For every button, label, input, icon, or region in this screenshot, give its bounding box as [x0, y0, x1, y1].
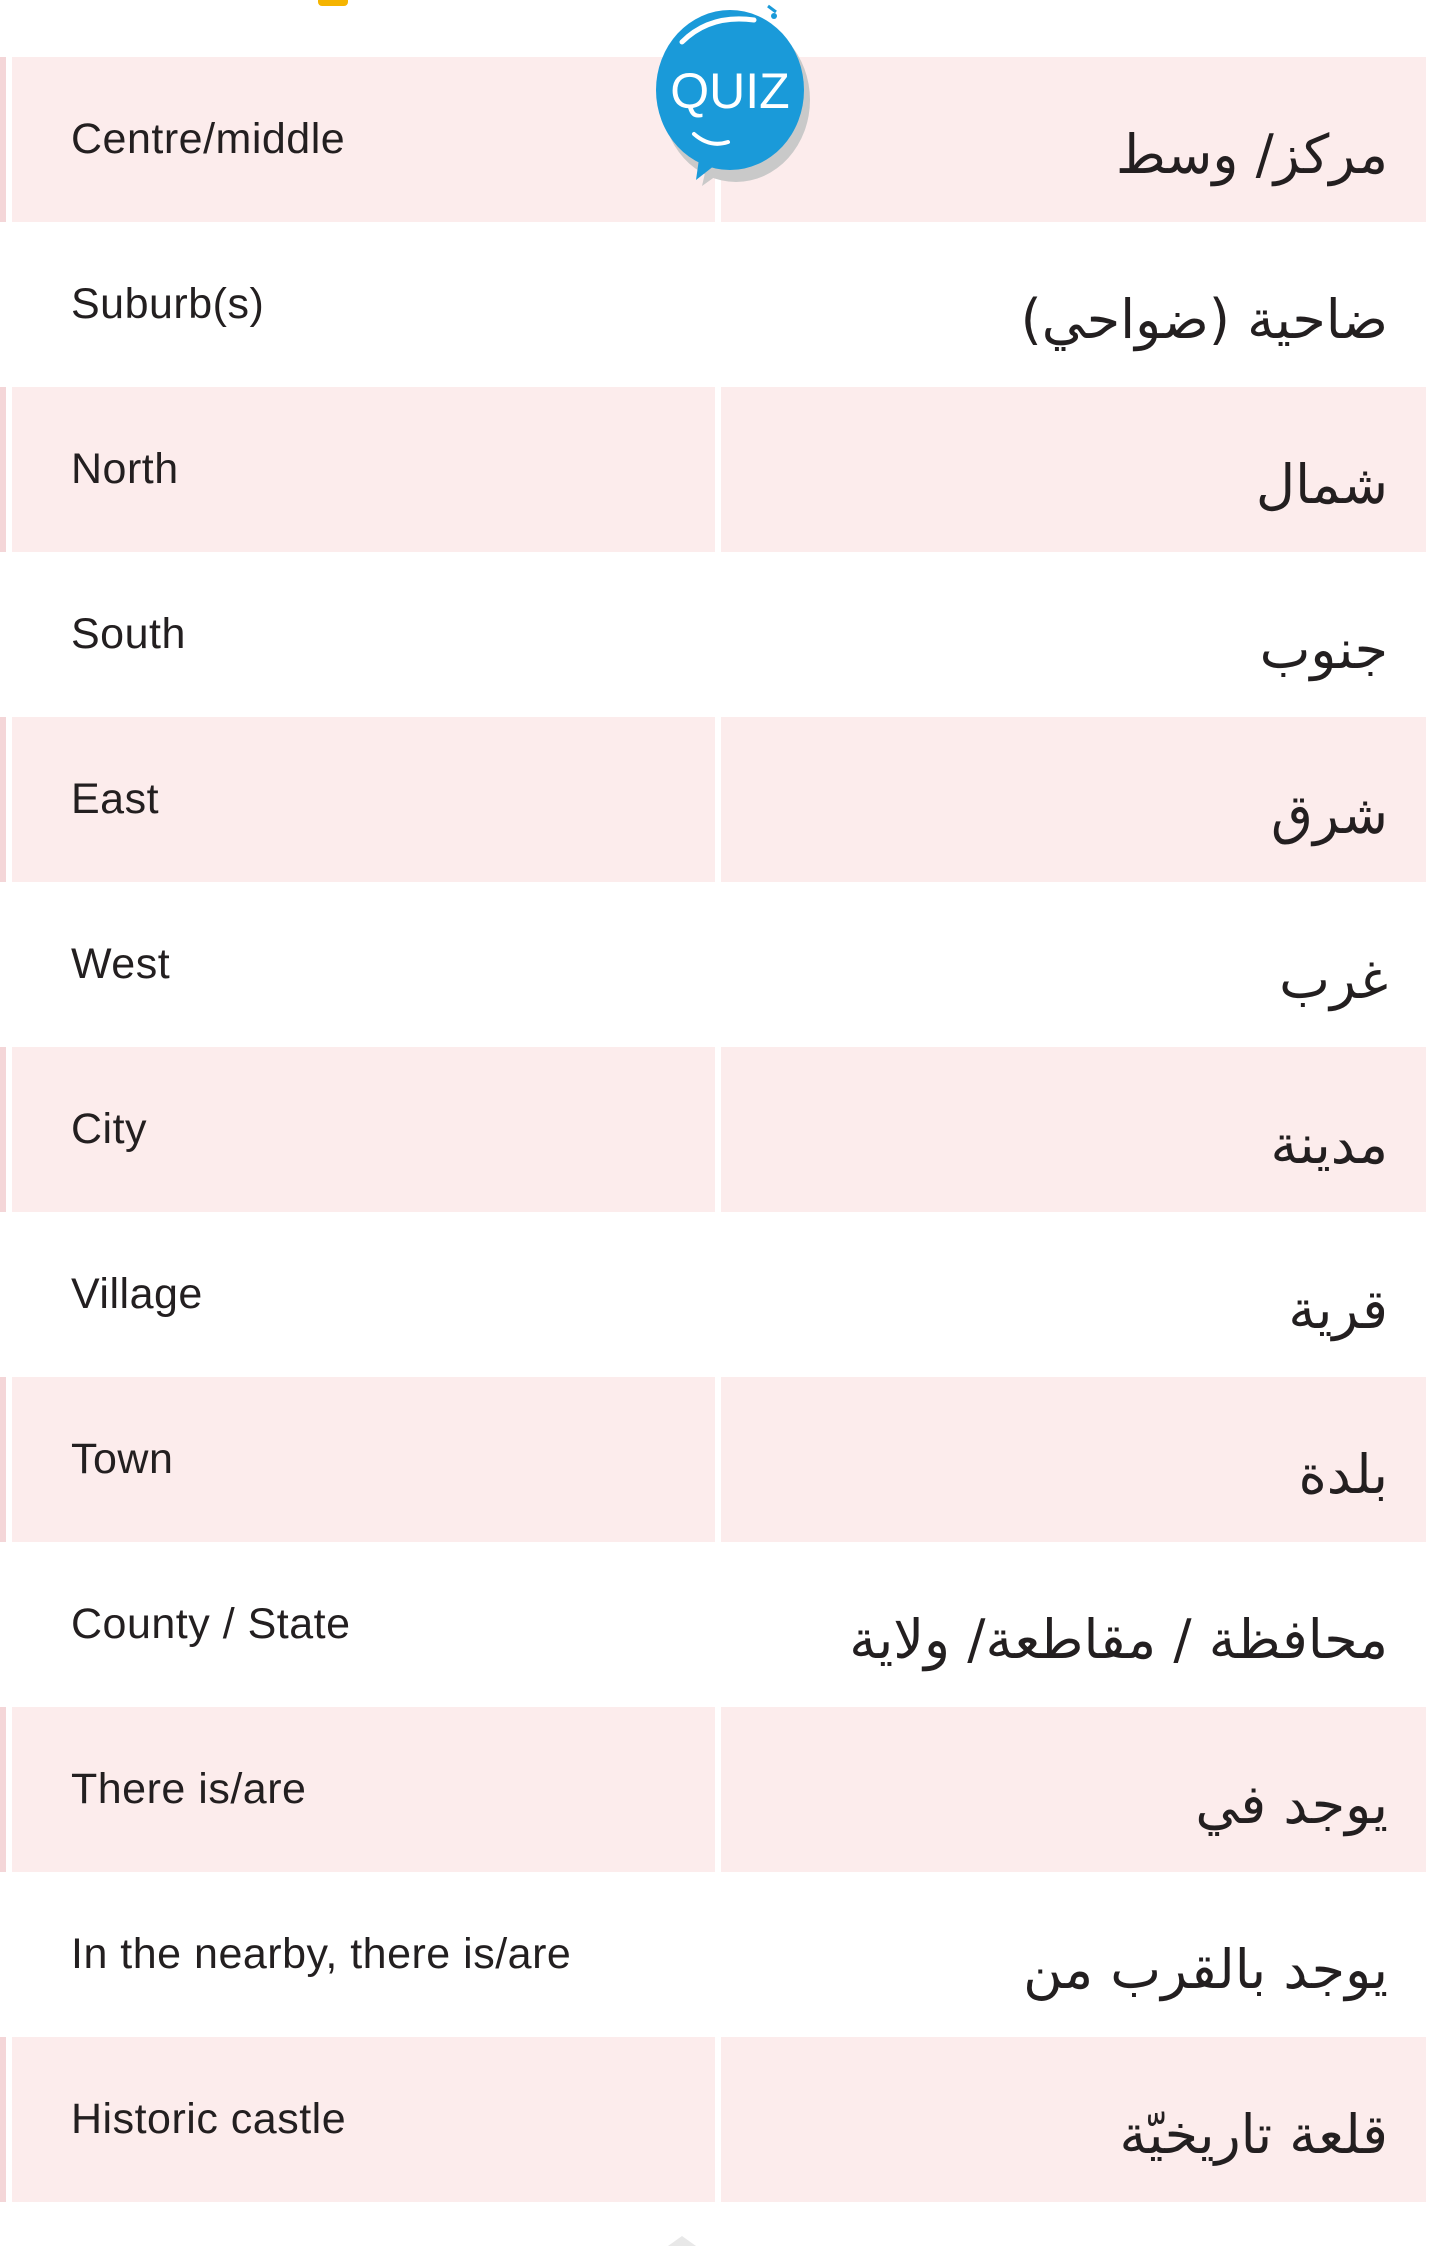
table-row — [0, 387, 1439, 552]
quiz-badge-sparkle — [771, 13, 777, 19]
english-term: Town — [12, 1377, 715, 1542]
bottom-notch — [668, 2236, 696, 2246]
english-term: East — [12, 717, 715, 882]
arabic-term: قرية — [1288, 1278, 1388, 1341]
table-row — [0, 1377, 1439, 1542]
top-accent-mark — [318, 0, 348, 6]
arabic-term: محافظة / مقاطعة/ ولاية — [849, 1608, 1388, 1671]
arabic-term: جنوب — [1259, 618, 1388, 681]
arabic-term: مركز/ وسط — [721, 57, 1426, 222]
english-term: South — [71, 610, 186, 658]
arabic-term: يوجد في — [721, 1707, 1426, 1872]
quiz-badge-sparkle-line — [768, 6, 776, 12]
english-term: Village — [71, 1270, 203, 1318]
english-term: City — [12, 1047, 715, 1212]
arabic-term: مدينة — [721, 1047, 1426, 1212]
table-row — [0, 552, 1439, 717]
arabic-term: غرب — [1279, 948, 1388, 1011]
arabic-term: شرق — [721, 717, 1426, 882]
quiz-speech-bubble-icon — [650, 2, 812, 188]
arabic-term: شمال — [721, 387, 1426, 552]
table-row — [0, 1707, 1439, 1872]
english-term: Historic castle — [12, 2037, 715, 2202]
vocabulary-table — [0, 57, 1439, 2202]
arabic-term: يوجد بالقرب من — [1023, 1938, 1388, 2001]
table-row — [0, 1047, 1439, 1212]
english-term: North — [12, 387, 715, 552]
table-row — [0, 2037, 1439, 2202]
arabic-term: قلعة تاريخيّة — [721, 2037, 1426, 2202]
table-row — [0, 882, 1439, 1047]
english-term: County / State — [71, 1600, 351, 1648]
table-row — [0, 1542, 1439, 1707]
english-term: Centre/middle — [12, 57, 715, 222]
arabic-term: ضاحية (ضواحي) — [1020, 288, 1388, 351]
english-term: There is/are — [12, 1707, 715, 1872]
arabic-term: بلدة — [721, 1377, 1426, 1542]
table-row — [0, 1212, 1439, 1377]
english-term: In the nearby, there is/are — [71, 1930, 572, 1978]
english-term: Suburb(s) — [71, 280, 265, 328]
table-row — [0, 717, 1439, 882]
table-row — [0, 1872, 1439, 2037]
english-term: West — [71, 940, 171, 988]
table-row — [0, 222, 1439, 387]
quiz-badge-label: QUIZ — [670, 63, 790, 119]
